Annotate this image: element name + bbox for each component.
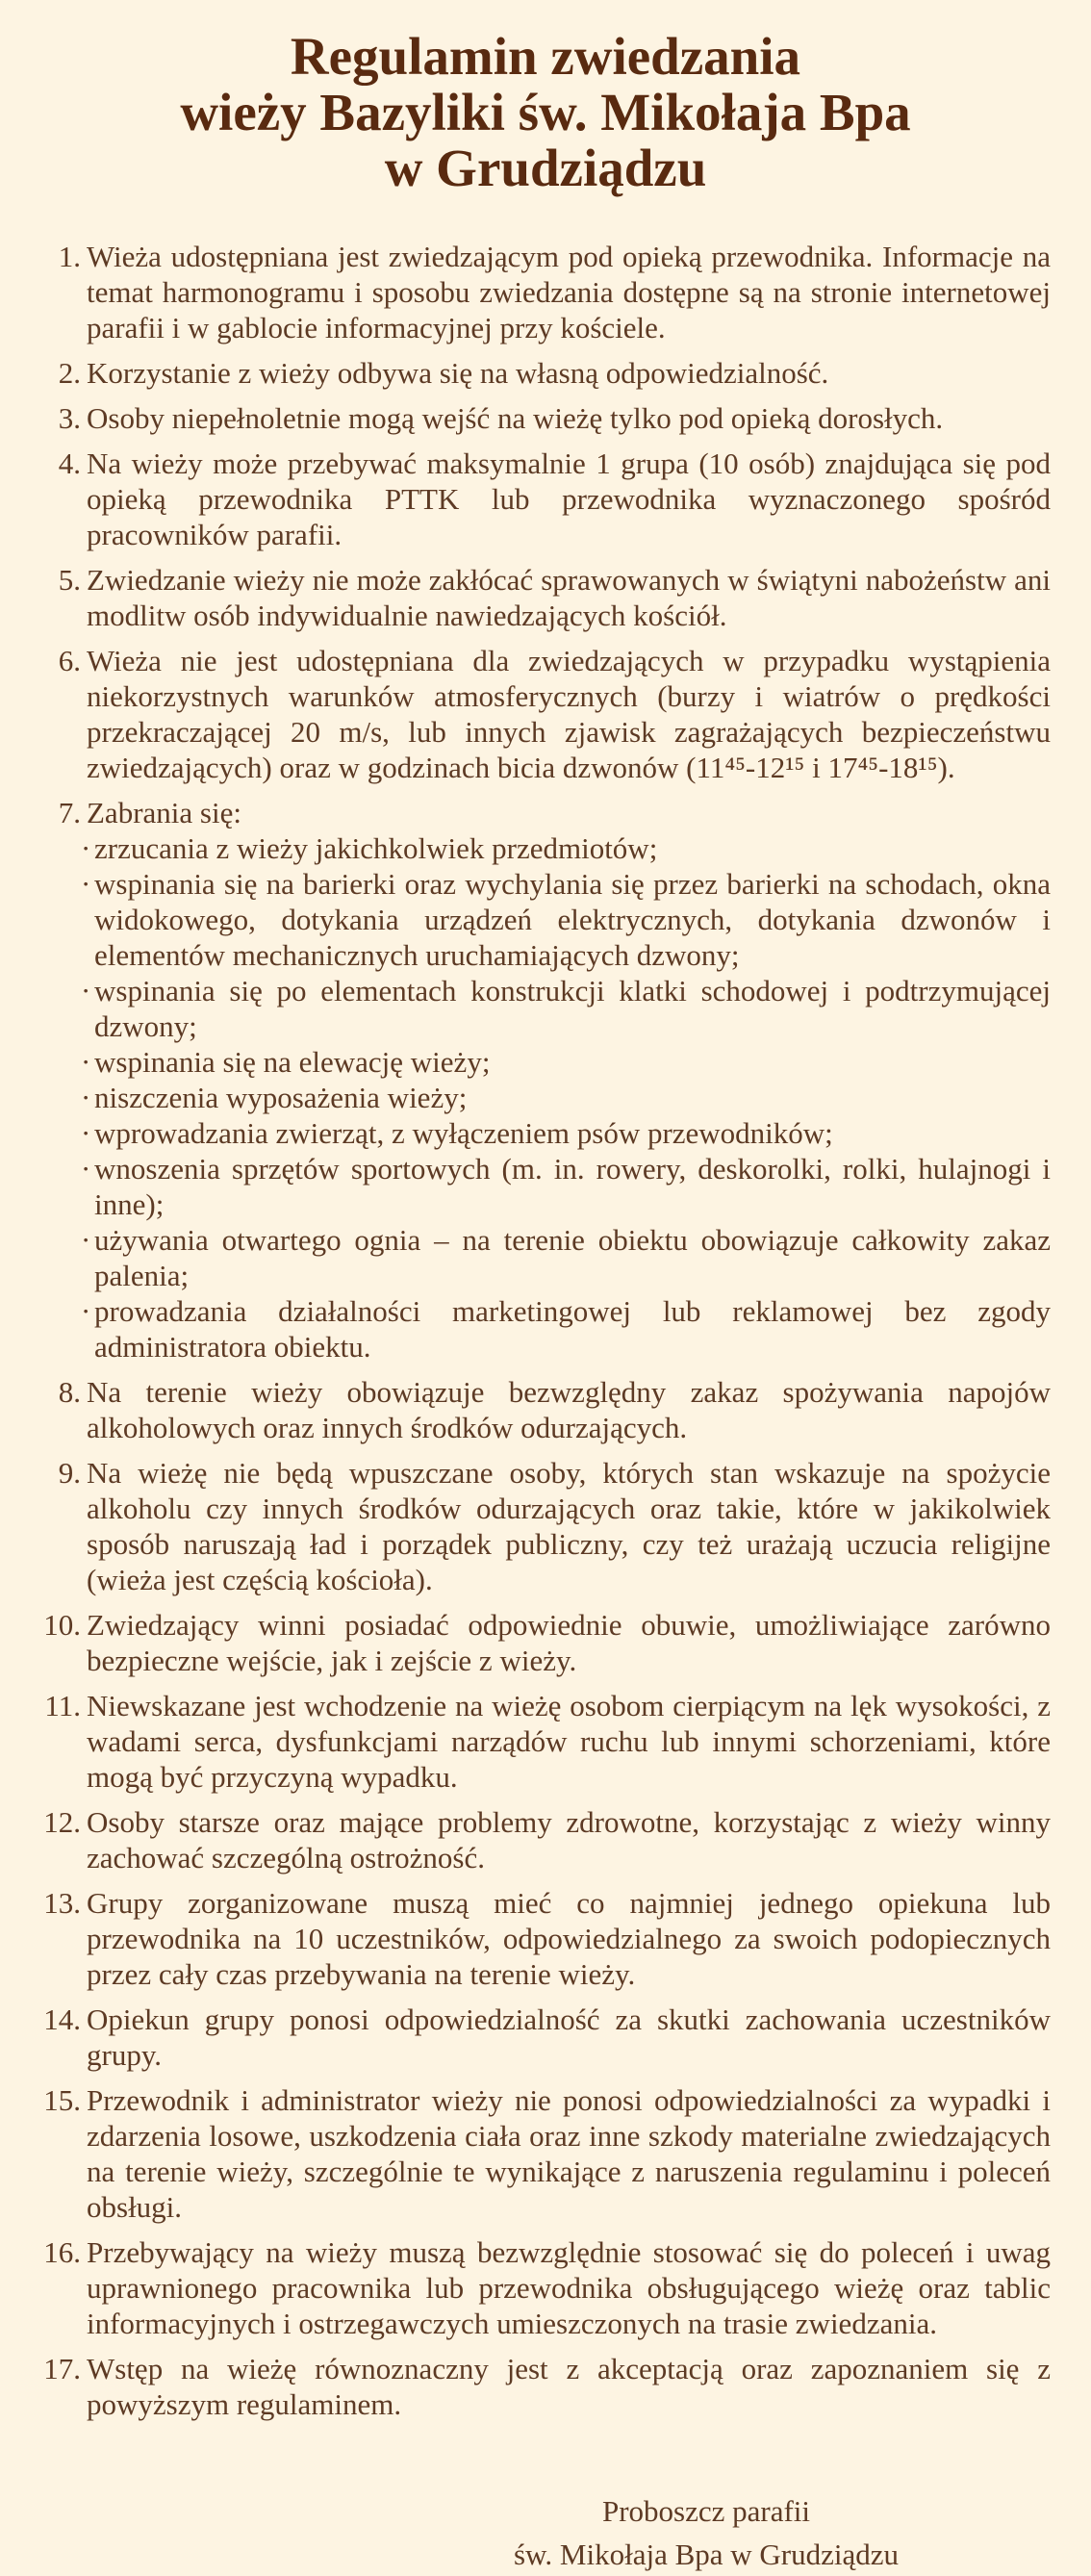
- rule-text: Osoby niepełnoletnie mogą wejść na wieżę tylko pod opieką dorosłych.: [87, 401, 944, 435]
- rule-number: 8.: [58, 1375, 81, 1409]
- rule-number: 2.: [58, 356, 81, 390]
- rule-text: Na wieżę nie będą wpuszczane osoby, których stan wskazuje na spożycie alkoholu czy innych środków odurzających oraz takie, które w jakikolwiek sposób naruszają ład i porządek publiczny, czy też urażają uczucia religijne (wieża jest częścią kościoła).: [87, 1456, 1051, 1596]
- rule-number: 14.: [43, 2002, 81, 2036]
- rule-text: Zabrania się:: [87, 796, 241, 829]
- rule-7-sub-item-1: [38, 830, 1051, 866]
- bullet-marker: ·: [81, 1081, 91, 1114]
- rule-text: Grupy zorganizowane muszą mieć co najmniej jednego opiekuna lub przewodnika na 10 uczestników, odpowiedzialnego za swoich podopiecznych przez cały czas przebywania na terenie wieży.: [87, 1886, 1051, 1991]
- rule-item-5: [38, 562, 1051, 633]
- bullet-marker: ·: [81, 831, 91, 865]
- rule-7-sub-item-6: [38, 1115, 1051, 1151]
- rule-number: 16.: [43, 2235, 81, 2269]
- rule-text: Na terenie wieży obowiązuje bezwzględny zakaz spożywania napojów alkoholowych oraz innych środków odurzających.: [87, 1375, 1051, 1444]
- rule-7-sub-item-7: [38, 1151, 1051, 1222]
- rule-text: Na wieży może przebywać maksymalnie 1 grupa (10 osób) znajdująca się pod opieką przewodnika PTTK lub przewodnika wyznaczonego spośród pracowników parafii.: [87, 446, 1051, 551]
- bullet-marker: ·: [81, 1116, 91, 1150]
- rule-item-1: [38, 239, 1051, 345]
- rule-number: 15.: [43, 2083, 81, 2117]
- bullet-marker: ·: [81, 1152, 91, 1186]
- rule-item-6: [38, 643, 1051, 785]
- sub-item-text: używania otwartego ognia – na terenie obiektu obowiązuje całkowity zakaz palenia;: [94, 1223, 1051, 1292]
- rule-item-7: [38, 795, 1051, 830]
- sub-item-text: zrzucania z wieży jakichkolwiek przedmiotów;: [94, 831, 658, 865]
- sub-item-text: wspinania się po elementach konstrukcji klatki schodowej i podtrzymującej dzwony;: [94, 974, 1051, 1043]
- signature-block: [321, 2489, 1091, 2576]
- rule-7-sub-item-9: [38, 1293, 1051, 1365]
- sub-item-text: wspinania się na elewację wieży;: [94, 1045, 491, 1079]
- rule-text: Wieża nie jest udostępniana dla zwiedzających w przypadku wystąpienia niekorzystnych warunków atmosferycznych (burzy i wiatrów o prędkości przekraczającej 20 m/s, lub innych zjawisk zagrażających bezpieczeństwu zwiedzających) oraz w godzinach bicia dzwonów (11⁴⁵-12¹⁵ i 17⁴⁵-18¹⁵).: [87, 644, 1051, 784]
- page-title-line-1: Regulamin zwiedzania: [290, 27, 801, 86]
- rule-item-8: [38, 1374, 1051, 1445]
- rule-number: 9.: [58, 1456, 81, 1490]
- rule-item-15: [38, 2082, 1051, 2225]
- rule-text: Osoby starsze oraz mające problemy zdrowotne, korzystając z wieży winny zachować szczególną ostrożność.: [87, 1805, 1051, 1875]
- sub-item-text: niszczenia wyposażenia wieży;: [94, 1081, 468, 1114]
- rule-number: 7.: [58, 796, 81, 829]
- rule-text: Wieża udostępniana jest zwiedzającym pod opieką przewodnika. Informacje na temat harmonogramu i sposobu zwiedzania dostępne są na stronie internetowej parafii i w gablocie informacyjnej przy kościele.: [87, 240, 1051, 344]
- rule-7-sub-item-5: [38, 1080, 1051, 1115]
- rule-item-3: [38, 400, 1051, 436]
- rule-number: 4.: [58, 446, 81, 480]
- page-title: [0, 0, 1091, 196]
- page-title-line-3: w Grudziądzu: [384, 139, 707, 197]
- rule-7-sub-item-2: [38, 866, 1051, 973]
- rule-item-12: [38, 1804, 1051, 1875]
- rule-item-9: [38, 1455, 1051, 1597]
- rule-text: Niewskazane jest wchodzenie na wieżę osobom cierpiącym na lęk wysokości, z wadami serca, dysfunkcjami narządów ruchu lub innymi schorzeniami, które mogą być przyczyną wypadku.: [87, 1689, 1051, 1794]
- rule-text: Zwiedzanie wieży nie może zakłócać sprawowanych w świątyni nabożeństw ani modlitw osób indywidualnie nawiedzających kościół.: [87, 563, 1051, 632]
- rule-text: Zwiedzający winni posiadać odpowiednie obuwie, umożliwiające zarówno bezpieczne wejście, jak i zejście z wieży.: [87, 1608, 1051, 1677]
- rule-item-11: [38, 1688, 1051, 1795]
- rules-list: [38, 239, 1051, 2422]
- rule-text: Korzystanie z wieży odbywa się na własną odpowiedzialność.: [87, 356, 829, 390]
- rule-number: 12.: [43, 1805, 81, 1839]
- rule-7-sub-item-3: [38, 973, 1051, 1044]
- rule-text: Opiekun grupy ponosi odpowiedzialność za skutki zachowania uczestników grupy.: [87, 2002, 1051, 2072]
- bullet-marker: ·: [81, 867, 91, 901]
- rule-7-sub-item-8: [38, 1222, 1051, 1293]
- rule-item-16: [38, 2234, 1051, 2341]
- bullet-marker: ·: [81, 1294, 91, 1328]
- rule-item-13: [38, 1885, 1051, 1992]
- rule-item-2: [38, 355, 1051, 391]
- page-title-line-2: wieży Bazyliki św. Mikołaja Bpa: [180, 83, 911, 141]
- rule-7-sub-item-4: [38, 1044, 1051, 1080]
- rule-number: 5.: [58, 563, 81, 597]
- rule-number: 6.: [58, 644, 81, 677]
- signature-line-2: św. Mikołaja Bpa w Grudziądzu: [513, 2538, 900, 2571]
- bullet-marker: ·: [81, 1223, 91, 1257]
- rule-number: 1.: [58, 240, 81, 273]
- signature-line-1: Proboszcz parafii: [601, 2494, 811, 2528]
- sub-item-text: prowadzania działalności marketingowej lub reklamowej bez zgody administratora obiektu.: [94, 1294, 1051, 1364]
- rule-7-sub-list: [38, 830, 1051, 1365]
- rule-item-17: [38, 2351, 1051, 2422]
- sub-item-text: wprowadzania zwierząt, z wyłączeniem psów przewodników;: [94, 1116, 833, 1150]
- rule-number: 11.: [44, 1689, 81, 1722]
- bullet-marker: ·: [81, 1045, 91, 1079]
- rule-text: Wstęp na wieżę równoznaczny jest z akceptacją oraz zapoznaniem się z powyższym regulaminem.: [87, 2352, 1051, 2421]
- rule-item-14: [38, 2002, 1051, 2073]
- rule-item-4: [38, 446, 1051, 552]
- sub-item-text: wnoszenia sprzętów sportowych (m. in. rowery, deskorolki, rolki, hulajnogi i inne);: [94, 1152, 1051, 1221]
- rule-number: 13.: [43, 1886, 81, 1920]
- sub-item-text: wspinania się na barierki oraz wychylania się przez barierki na schodach, okna widokowego, dotykania urządzeń elektrycznych, dotykania dzwonów i elementów mechanicznych uruchamiających dzwony;: [94, 867, 1051, 972]
- rule-text: Przewodnik i administrator wieży nie ponosi odpowiedzialności za wypadki i zdarzenia losowe, uszkodzenia ciała oraz inne szkody materialne zwiedzających na terenie wieży, szczególnie te wynikające z naruszenia regulaminu i poleceń obsługi.: [87, 2083, 1051, 2224]
- bullet-marker: ·: [81, 974, 91, 1007]
- rule-number: 10.: [43, 1608, 81, 1642]
- rule-number: 3.: [58, 401, 81, 435]
- rule-text: Przebywający na wieży muszą bezwzględnie stosować się do poleceń i uwag uprawnionego pracownika lub przewodnika obsługującego wieżę oraz tablic informacyjnych i ostrzegawczych umieszczonych na trasie zwiedzania.: [87, 2235, 1051, 2340]
- rule-item-10: [38, 1607, 1051, 1678]
- rule-number: 17.: [43, 2352, 81, 2385]
